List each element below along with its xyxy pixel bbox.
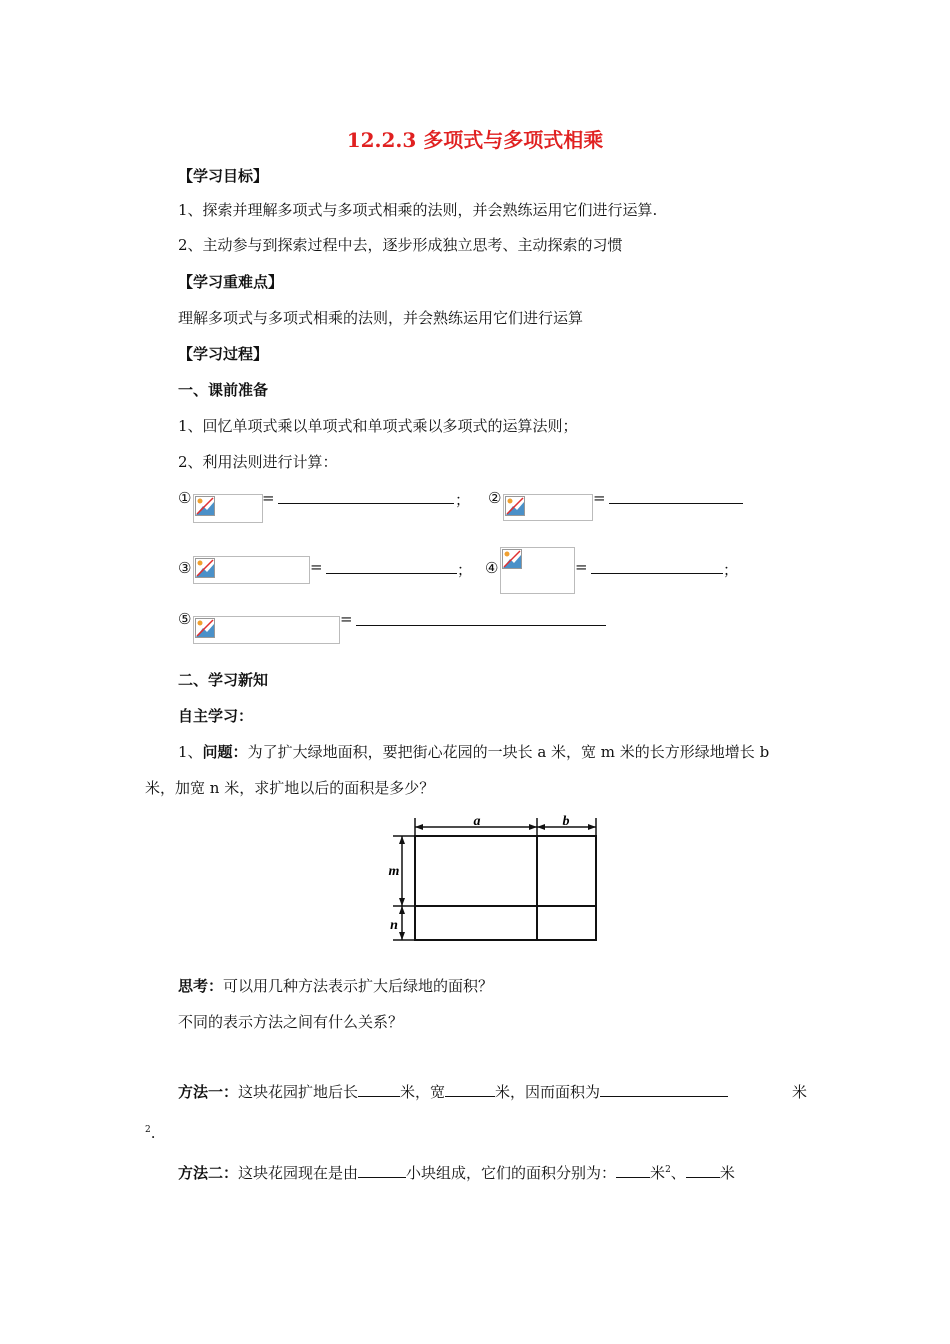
method2-blank-count	[358, 1163, 406, 1178]
problem-line-1	[178, 742, 769, 762]
think-label: 思考：	[178, 977, 224, 995]
broken-image-icon	[502, 549, 522, 569]
method2-label: 方法二：	[178, 1164, 239, 1182]
broken-image-icon	[195, 558, 215, 578]
exercise-marker-3: ③	[178, 559, 192, 577]
method1-unit: 米	[792, 1083, 808, 1101]
diagram-outer-rect	[415, 836, 596, 940]
equals-4: =	[575, 558, 588, 576]
garden-diagram	[380, 810, 610, 950]
answer-line-1	[278, 503, 454, 504]
keypoints-heading: 【学习重难点】	[178, 273, 284, 291]
section2-heading: 二、学习新知	[178, 671, 269, 689]
semicolon-3: ；	[457, 561, 473, 579]
method1-blank-area	[600, 1082, 728, 1097]
method1-blank-width	[445, 1082, 495, 1097]
process-heading: 【学习过程】	[178, 345, 269, 363]
think-question-1: 可以用几种方法表示扩大后绿地的面积？	[223, 977, 494, 995]
broken-image-icon	[505, 496, 525, 516]
answer-line-2	[609, 503, 743, 504]
equals-5: =	[340, 610, 353, 628]
method2-line	[178, 1160, 735, 1183]
self-study-label: 自主学习：	[178, 707, 254, 725]
method2-blank-area-1	[616, 1163, 650, 1178]
compute-text: 2、利用法则进行计算：	[178, 453, 338, 471]
broken-image-icon	[195, 496, 215, 516]
method1-tail	[145, 1120, 156, 1143]
answer-line-5	[356, 625, 606, 626]
problem-line-2: 米，加宽 n 米，求扩地以后的面积是多少？	[145, 779, 435, 797]
exercise-marker-2: ②	[488, 489, 502, 507]
diagram-label-a: a	[473, 814, 481, 829]
diagram-label-m: m	[388, 864, 400, 879]
problem-text: 为了扩大绿地面积，要把街心花园的一块长 a 米，宽 m 米的长方形绿地增长 b	[247, 743, 770, 761]
think-line-1	[178, 976, 493, 996]
equals-1: =	[262, 489, 275, 507]
method1-text-3: 米，因而面积为	[495, 1083, 601, 1101]
semicolon-4: ；	[723, 561, 739, 579]
equals-3: =	[310, 558, 323, 576]
formula-image-2	[503, 494, 593, 521]
method1-superscript: 2	[145, 1125, 151, 1135]
method1-text-2: 米，宽	[400, 1083, 446, 1101]
answer-line-4	[591, 573, 723, 574]
goal-item-2: 2、主动参与到探索过程中去，逐步形成独立思考、主动探索的习惯	[178, 236, 623, 254]
method1-blank-length	[358, 1082, 400, 1097]
method2-superscript: 2	[665, 1165, 671, 1175]
recall-text: 1、回忆单项式乘以单项式和单项式乘以多项式的运算法则；	[178, 417, 578, 435]
goal-item-1: 1、探索并理解多项式与多项式相乘的法则，并会熟练运用它们进行运算.	[178, 201, 658, 219]
keypoints-text: 理解多项式与多项式相乘的法则，并会熟练运用它们进行运算	[178, 309, 584, 327]
exercise-marker-4: ④	[485, 559, 499, 577]
goals-heading: 【学习目标】	[178, 167, 269, 185]
exercise-marker-5: ⑤	[178, 610, 192, 628]
broken-image-icon	[195, 618, 215, 638]
answer-line-3	[326, 573, 457, 574]
formula-image-1	[193, 494, 263, 523]
formula-image-4	[500, 547, 575, 594]
method2-unit-2: 米	[719, 1164, 735, 1182]
exercise-marker-1: ①	[178, 489, 192, 507]
method2-separator: 、	[670, 1164, 686, 1182]
think-question-2: 不同的表示方法之间有什么关系？	[178, 1013, 404, 1031]
formula-image-5	[193, 616, 340, 644]
formula-image-3	[193, 556, 310, 584]
method1-line	[178, 1082, 728, 1102]
method2-text-2: 小块组成，它们的面积分别为：	[406, 1164, 617, 1182]
equals-2: =	[593, 489, 606, 507]
method2-unit-1: 米	[650, 1164, 666, 1182]
problem-label: 问题：	[202, 743, 248, 761]
problem-number: 1、	[178, 743, 203, 761]
method2-text-1: 这块花园现在是由	[238, 1164, 359, 1182]
method1-text-1: 这块花园扩地后长	[238, 1083, 359, 1101]
method2-blank-area-2	[686, 1163, 720, 1178]
semicolon-1: ；	[455, 491, 471, 509]
method1-period: .	[150, 1124, 156, 1142]
diagram-label-n: n	[390, 918, 398, 933]
section1-heading: 一、课前准备	[178, 381, 269, 399]
page-title: 12.2.3 多项式与多项式相乘	[346, 128, 604, 152]
method1-label: 方法一：	[178, 1083, 239, 1101]
diagram-label-b: b	[562, 814, 570, 829]
